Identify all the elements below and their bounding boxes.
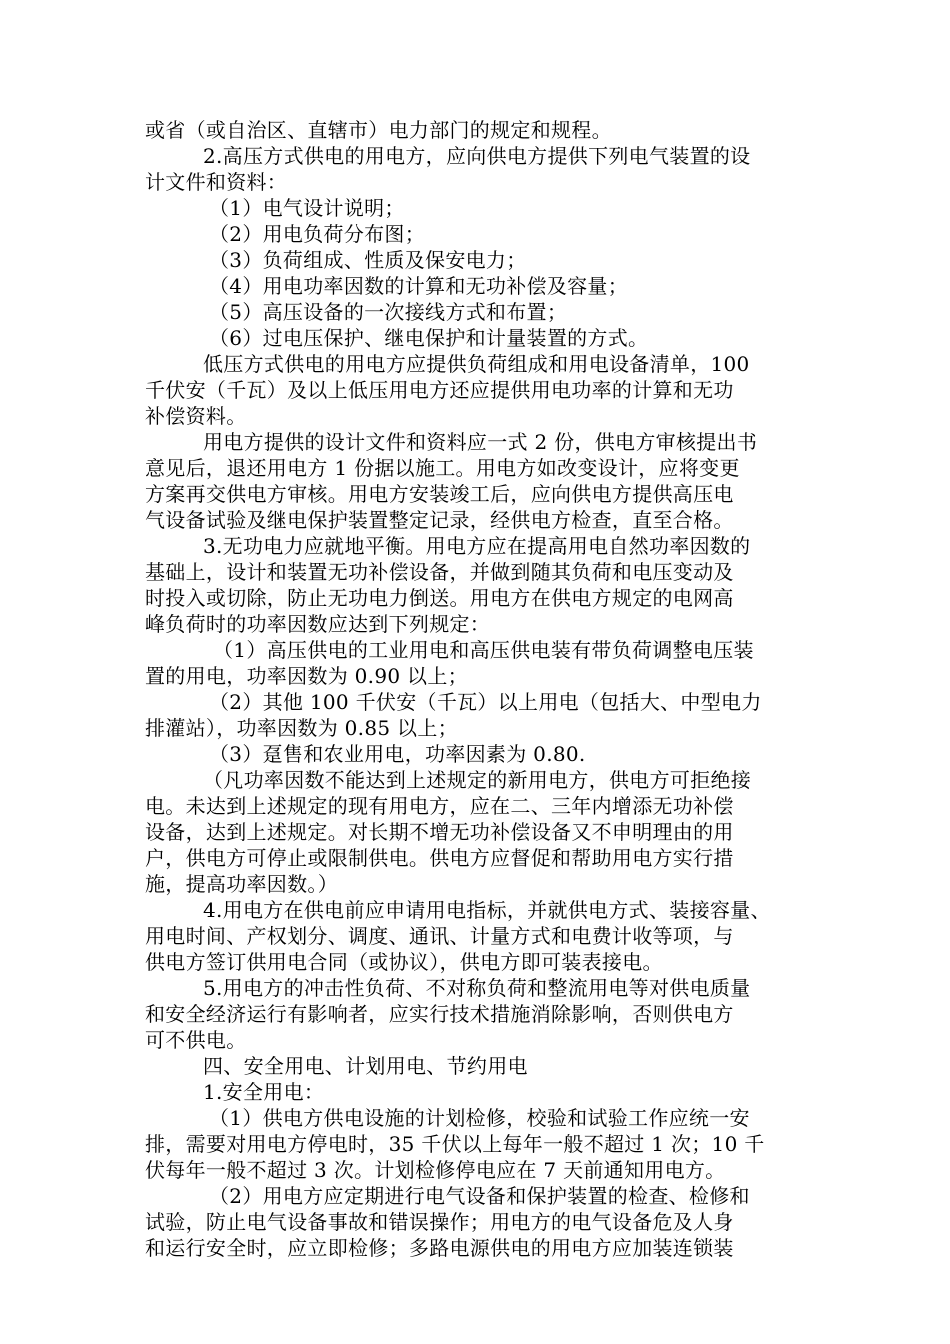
text-line: 伏每年一般不超过 3 次。计划检修停电应在 7 天前通知用电方。 xyxy=(145,1158,726,1182)
text-line: 用电时间、产权划分、调度、通讯、计量方式和电费计收等项，与 xyxy=(145,924,734,948)
text-line: 3.无功电力应就地平衡。用电方应在提高用电自然功率因数的 xyxy=(203,534,751,558)
text-line: 基础上，设计和装置无功补偿设备，并做到随其负荷和电压变动及 xyxy=(145,560,734,584)
text-line: 和运行安全时，应立即检修；多路电源供电的用电方应加装连锁装 xyxy=(145,1236,734,1260)
text-line: 2.高压方式供电的用电方，应向供电方提供下列电气装置的设 xyxy=(203,144,751,168)
section-heading: 四、安全用电、计划用电、节约用电 xyxy=(203,1054,528,1078)
text-line: 1.安全用电： xyxy=(203,1080,325,1104)
text-line: （1）供电方供电设施的计划检修，校验和试验工作应统一安 xyxy=(209,1106,750,1130)
text-line: 电。未达到上述规定的现有用电方，应在二、三年内增添无功补偿 xyxy=(145,794,734,818)
text-line: 供电方签订供用电合同（或协议），供电方即可装表接电。 xyxy=(145,950,663,974)
text-line: 施，提高功率因数。） xyxy=(145,872,338,896)
text-line: 户，供电方可停止或限制供电。供电方应督促和帮助用电方实行措 xyxy=(145,846,734,870)
text-line: （1）电气设计说明； xyxy=(209,196,405,220)
text-line: 用电方提供的设计文件和资料应一式 2 份，供电方审核提出书 xyxy=(203,430,758,454)
text-line: 意见后，退还用电方 1 份据以施工。用电方如改变设计，应将变更 xyxy=(145,456,740,480)
text-line: （3）趸售和农业用电，功率因素为 0.80. xyxy=(209,742,586,766)
text-line: 5.用电方的冲击性负荷、不对称负荷和整流用电等对供电质量 xyxy=(203,976,751,1000)
text-line: 气设备试验及继电保护装置整定记录，经供电方检查，直至合格。 xyxy=(145,508,734,532)
text-line: （5）高压设备的一次接线方式和布置； xyxy=(209,300,568,324)
text-line: 峰负荷时的功率因数应达到下列规定： xyxy=(145,612,491,636)
text-line: （6）过电压保护、继电保护和计量装置的方式。 xyxy=(209,326,649,350)
text-line: 排灌站），功率因数为 0.85 以上； xyxy=(145,716,458,740)
text-line: 排，需要对用电方停电时，35 千伏以上每年一般不超过 1 次；10 千 xyxy=(145,1132,765,1156)
text-line: （4）用电功率因数的计算和无功补偿及容量； xyxy=(209,274,629,298)
text-line: 和安全经济运行有影响者，应实行技术措施消除影响，否则供电方 xyxy=(145,1002,734,1026)
text-line: 4.用电方在供电前应申请用电指标，并就供电方式、装接容量、 xyxy=(203,898,771,922)
text-line: 方案再交供电方审核。用电方安装竣工后，应向供电方提供高压电 xyxy=(145,482,734,506)
text-line: 设备，达到上述规定。对长期不增无功补偿设备又不申明理由的用 xyxy=(145,820,734,844)
text-line: 计文件和资料： xyxy=(145,170,288,194)
text-line: 或省（或自治区、直辖市）电力部门的规定和规程。 xyxy=(145,118,612,142)
text-line: 低压方式供电的用电方应提供负荷组成和用电设备清单，100 xyxy=(203,352,750,376)
document-body xyxy=(145,117,825,1261)
text-line: （1）高压供电的工业用电和高压供电装有带负荷调整电压装 xyxy=(213,638,754,662)
text-line: 置的用电，功率因数为 0.90 以上； xyxy=(145,664,468,688)
text-line: 可不供电。 xyxy=(145,1028,247,1052)
text-line: 试验，防止电气设备事故和错误操作；用电方的电气设备危及人身 xyxy=(145,1210,734,1234)
text-line: （2）其他 100 千伏安（千瓦）以上用电（包括大、中型电力 xyxy=(209,690,762,714)
text-line: 千伏安（千瓦）及以上低压用电方还应提供用电功率的计算和无功 xyxy=(145,378,734,402)
text-line: （2）用电负荷分布图； xyxy=(209,222,426,246)
text-line: （3）负荷组成、性质及保安电力； xyxy=(209,248,527,272)
text-line: （2）用电方应定期进行电气设备和保护装置的检查、检修和 xyxy=(209,1184,750,1208)
text-line: （凡功率因数不能达到上述规定的新用电方，供电方可拒绝接 xyxy=(203,768,752,792)
text-line: 时投入或切除，防止无功电力倒送。用电方在供电方规定的电网高 xyxy=(145,586,734,610)
text-line: 补偿资料。 xyxy=(145,404,247,428)
